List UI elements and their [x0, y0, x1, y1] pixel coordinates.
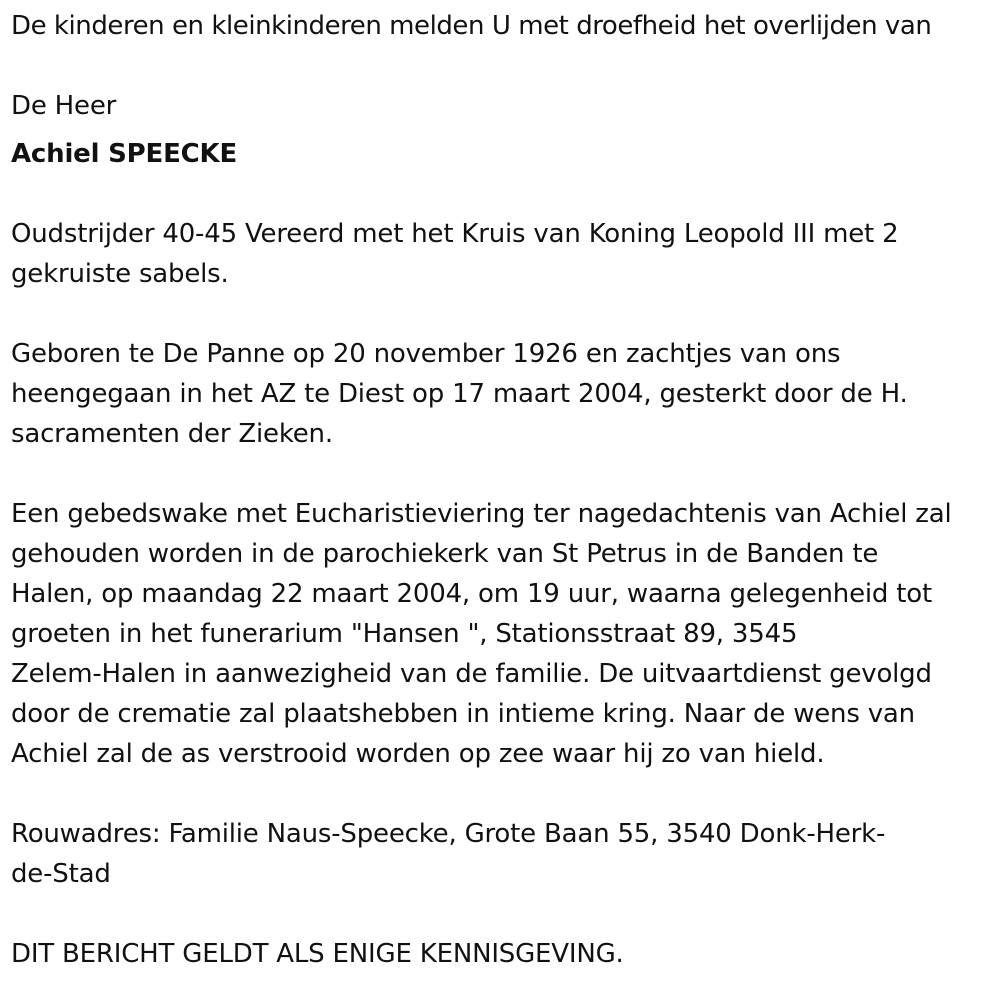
service-line: Zelem-Halen in aanwezigheid van de familie. De uitvaartdienst gevolgd [11, 659, 932, 689]
service-line: door de crematie zal plaatshebben in intieme kring. Naar de wens van [11, 699, 915, 729]
service-line: Halen, op maandag 22 maart 2004, om 19 uur, waarna gelegenheid tot [11, 579, 932, 609]
service-line: groeten in het funerarium "Hansen ", Stationsstraat 89, 3545 [11, 619, 798, 649]
spacer [11, 774, 991, 814]
birth-death-line: heengegaan in het AZ te Diest op 17 maart 2004, gesterkt door de H. [11, 379, 908, 409]
veteran-line: Oudstrijder 40-45 Vereerd met het Kruis van Koning Leopold III met 2 [11, 219, 899, 249]
obituary-notice [11, 6, 991, 974]
birth-death-paragraph [11, 334, 991, 454]
spacer [11, 294, 991, 334]
spacer [11, 894, 991, 934]
spacer [11, 46, 991, 86]
address-line: Rouwadres: Familie Naus-Speecke, Grote Baan 55, 3540 Donk-Herk- [11, 819, 886, 849]
address-paragraph [11, 814, 991, 894]
veteran-paragraph [11, 214, 991, 294]
spacer [11, 174, 991, 214]
birth-death-line: sacramenten der Zieken. [11, 419, 333, 449]
birth-death-line: Geboren te De Panne op 20 november 1926 en zachtjes van ons [11, 339, 841, 369]
service-paragraph [11, 494, 991, 774]
intro-line: De kinderen en kleinkinderen melden U met droefheid het overlijden van [11, 11, 932, 41]
closing-statement: DIT BERICHT GELDT ALS ENIGE KENNISGEVING. [11, 939, 624, 969]
honorific: De Heer [11, 91, 117, 121]
service-line: Achiel zal de as verstrooid worden op zee waar hij zo van hield. [11, 739, 825, 769]
spacer [11, 454, 991, 494]
service-line: Een gebedswake met Eucharistieviering ter nagedachtenis van Achiel zal [11, 499, 952, 529]
veteran-line: gekruiste sabels. [11, 259, 229, 289]
service-line: gehouden worden in de parochiekerk van St Petrus in de Banden te [11, 539, 879, 569]
deceased-name: Achiel SPEECKE [11, 139, 238, 169]
address-line: de-Stad [11, 859, 111, 889]
